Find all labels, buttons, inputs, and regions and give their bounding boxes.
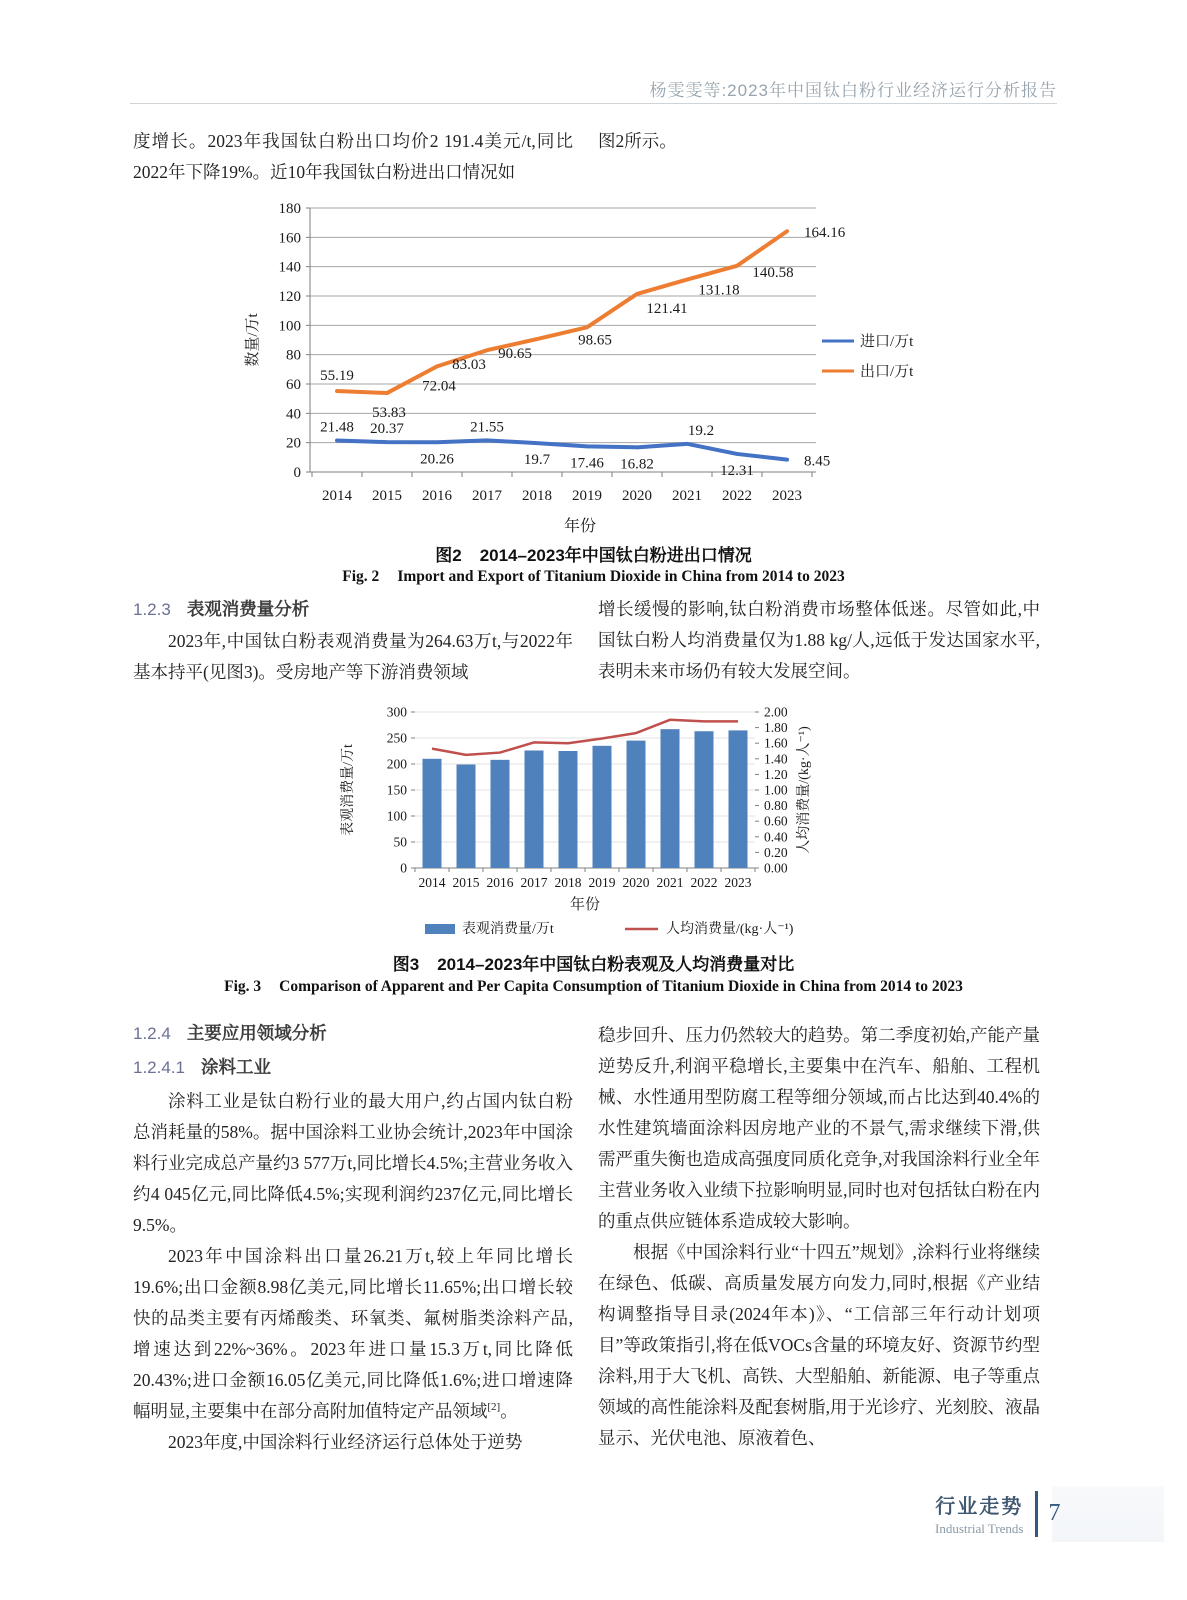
- figure2-label-en: Fig. 2: [342, 568, 380, 585]
- paragraph: 稳步回升、压力仍然较大的趋势。第二季度初始,产能产量逆势反升,利润平稳增长,主要集中在汽车、船舶、工程机械、水性通用型防腐工程等细分领域,而占比达到40.4%的水性建筑墙面涂料因房地产业的不景气,需求继续下滑,供需严重失衡也造成高强度同质化竞争,对我国涂料行业全年主营业务收入业绩下拉影响明显,同时也对包括钛白粉在内的重点供应链体系造成较大影响。: [598, 1025, 1040, 1231]
- svg-text:2019: 2019: [588, 875, 616, 890]
- svg-text:140.58: 140.58: [752, 264, 794, 281]
- consumption-paragraph-right: [598, 594, 1040, 687]
- svg-text:数量/万t: 数量/万t: [245, 313, 261, 367]
- svg-text:2021: 2021: [656, 875, 684, 890]
- svg-text:160: 160: [278, 230, 301, 247]
- svg-text:2016: 2016: [422, 488, 452, 504]
- svg-text:55.19: 55.19: [320, 368, 354, 385]
- footer-label-zh: 行业走势: [935, 1496, 1024, 1518]
- paragraph: 涂料工业是钛白粉行业的最大用户,约占国内钛白粉总消耗量的58%。据中国涂料工业协会统计,2023年中国涂料行业完成总产量约3 577万t,同比增长4.5%;主营业务收入约4 045亿元,同比降低4.5%;实现利润约237亿元,同比增长9.5%。: [133, 1091, 573, 1235]
- figure2-caption-zh-text: 2014–2023年中国钛白粉进出口情况: [479, 546, 752, 565]
- svg-text:1.40: 1.40: [764, 751, 788, 767]
- figure3-label-en: Fig. 3: [224, 978, 262, 995]
- svg-text:0: 0: [293, 465, 301, 481]
- paragraph: 根据《中国涂料行业“十四五”规划》,涂料行业将继续在绿色、低碳、高质量发展方向发力,同时,根据《产业结构调整指导目录(2024年本)》、“工信部三年行动计划项目”等政策指引,将在低VOCs含量的环境友好、资源节约型涂料,用于大飞机、高铁、大型船舶、新能源、电子等重点领域的高性能涂料及配套树脂,用于光诊疗、光刻胶、液晶显示、光伏电池、原液着色、: [598, 1242, 1040, 1448]
- paragraph: [133, 1241, 573, 1427]
- svg-text:250: 250: [386, 730, 407, 746]
- svg-text:120: 120: [278, 289, 301, 305]
- paragraph: 增长缓慢的影响,钛白粉消费市场整体低迷。尽管如此,中国钛白粉人均消费量仅为1.88 kg/人,远低于发达国家水平,表明未来市场仍有较大发展空间。: [598, 599, 1040, 681]
- svg-text:2022: 2022: [722, 488, 752, 504]
- svg-text:98.65: 98.65: [578, 332, 612, 349]
- figure3-caption-en-text: Comparison of Apparent and Per Capita Consumption of Titanium Dioxide in China from 2014 to 2023: [279, 978, 963, 995]
- svg-text:50: 50: [393, 834, 407, 850]
- svg-text:100: 100: [386, 808, 407, 824]
- figure2-caption-zh: [0, 541, 1187, 566]
- svg-text:2015: 2015: [452, 875, 480, 890]
- paragraph: 2023年,中国钛白粉表观消费量为264.63万t,与2022年基本持平(见图3)。受房地产等下游消费领域: [133, 631, 573, 682]
- section-number: 1.2.4.1: [133, 1058, 185, 1077]
- svg-text:2021: 2021: [672, 488, 702, 504]
- svg-text:2020: 2020: [622, 875, 650, 890]
- reference-marker: [2]: [487, 1401, 501, 1414]
- svg-text:0.00: 0.00: [764, 860, 788, 876]
- svg-text:20.37: 20.37: [370, 421, 404, 438]
- footer-texts: [935, 1490, 1023, 1537]
- section-title: 表观消费量分析: [186, 599, 310, 619]
- footer-decoration: [1052, 1486, 1164, 1542]
- paragraph: 2023年度,中国涂料行业经济运行总体处于逆势: [168, 1432, 523, 1452]
- svg-text:2018: 2018: [522, 488, 552, 504]
- section-title: 涂料工业: [201, 1057, 271, 1077]
- svg-text:2014: 2014: [418, 875, 446, 890]
- section-number: 1.2.3: [133, 600, 171, 619]
- figure3-caption-zh: [0, 950, 1187, 975]
- body-column-right: [598, 1020, 1040, 1454]
- paragraph: 图2所示。: [598, 131, 677, 151]
- footer: [935, 1490, 1060, 1537]
- svg-text:60: 60: [286, 377, 301, 393]
- svg-text:20: 20: [286, 435, 301, 452]
- figure3-label-zh: 图3: [392, 955, 420, 974]
- svg-text:180: 180: [278, 201, 301, 217]
- svg-text:表观消费量/万t: 表观消费量/万t: [462, 922, 554, 937]
- svg-text:2023: 2023: [772, 488, 802, 504]
- running-title: 杨雯雯等:2023年中国钛白粉行业经济运行分析报告: [649, 81, 1057, 100]
- svg-text:1.60: 1.60: [764, 735, 788, 751]
- svg-text:140: 140: [278, 259, 301, 276]
- svg-text:19.2: 19.2: [687, 422, 715, 439]
- section-heading-1-2-4: [133, 1020, 327, 1045]
- svg-text:2019: 2019: [572, 488, 602, 504]
- figure3-caption-en: [0, 978, 1187, 996]
- intro-paragraph-left: [133, 126, 573, 188]
- svg-text:21.55: 21.55: [470, 419, 504, 436]
- svg-text:年份: 年份: [563, 518, 597, 535]
- svg-text:2022: 2022: [690, 875, 718, 890]
- footer-page-number: 7: [1048, 1500, 1061, 1526]
- figure3-bar-line-chart: [330, 700, 875, 950]
- svg-text:0.20: 0.20: [764, 844, 788, 860]
- footer-label-en: Industrial Trends: [935, 1521, 1024, 1536]
- footer-divider: [1035, 1491, 1038, 1537]
- figure2-caption-en-text: Import and Export of Titanium Dioxide in China from 2014 to 2023: [397, 568, 845, 585]
- svg-text:1.00: 1.00: [764, 782, 788, 798]
- figure2-label-zh: 图2: [435, 546, 462, 565]
- svg-text:200: 200: [386, 756, 407, 772]
- svg-text:2023: 2023: [724, 875, 752, 890]
- svg-text:21.48: 21.48: [320, 419, 354, 436]
- svg-text:17.46: 17.46: [570, 455, 604, 472]
- paragraph: 度增长。2023年我国钛白粉出口均价2 191.4美元/t,同比2022年下降19%。近10年我国钛白粉进出口情况如: [133, 131, 573, 182]
- svg-text:表观消费量/万t: 表观消费量/万t: [341, 744, 356, 836]
- figure2-line-chart: [240, 195, 930, 540]
- svg-text:2016: 2016: [486, 875, 514, 890]
- svg-text:300: 300: [386, 704, 407, 720]
- figure2-caption-en: [0, 568, 1187, 586]
- svg-text:0.60: 0.60: [764, 813, 788, 829]
- svg-text:人均消费量/(kg·人⁻¹): 人均消费量/(kg·人⁻¹): [797, 726, 812, 854]
- section-number: 1.2.4: [133, 1024, 171, 1043]
- svg-text:12.31: 12.31: [720, 462, 754, 479]
- svg-text:2015: 2015: [372, 488, 402, 504]
- svg-text:2018: 2018: [554, 875, 582, 890]
- body-column-left: [133, 1086, 573, 1458]
- svg-text:年份: 年份: [569, 897, 601, 913]
- svg-text:131.18: 131.18: [698, 282, 740, 299]
- paragraph-text: 2023年中国涂料出口量26.21万t,较上年同比增长19.6%;出口金额8.98亿美元,同比增长11.65%;出口增长较快的品类主要有丙烯酸类、环氧类、氟树脂类涂料产品,增速达到22%~36%。2023年进口量15.3万t,同比降低20.43%;进口金额16.05亿美元,同比降低1.6%;进口增速降幅明显,主要集中在部分高附加值特定产品领域: [133, 1246, 573, 1421]
- svg-text:2014: 2014: [322, 488, 352, 504]
- intro-paragraph-right: [598, 126, 1040, 157]
- svg-text:80: 80: [286, 347, 301, 364]
- svg-text:72.04: 72.04: [422, 378, 456, 395]
- svg-text:2020: 2020: [622, 488, 652, 504]
- svg-text:100: 100: [278, 318, 301, 335]
- svg-text:2017: 2017: [472, 488, 502, 504]
- svg-text:0.40: 0.40: [764, 829, 788, 845]
- section-heading-1-2-4-1: [133, 1054, 271, 1079]
- svg-text:2.00: 2.00: [764, 704, 788, 720]
- svg-text:人均消费量/(kg·人⁻¹): 人均消费量/(kg·人⁻¹): [666, 922, 794, 937]
- svg-text:0: 0: [400, 860, 407, 876]
- svg-text:2017: 2017: [520, 875, 548, 890]
- svg-text:90.65: 90.65: [498, 346, 532, 363]
- svg-text:53.83: 53.83: [372, 405, 406, 422]
- figure3-caption-zh-text: 2014–2023年中国钛白粉表观及人均消费量对比: [437, 955, 795, 974]
- svg-text:出口/万t: 出口/万t: [860, 364, 914, 380]
- paragraph-text: 。: [500, 1401, 518, 1421]
- svg-text:进口/万t: 进口/万t: [860, 334, 914, 350]
- svg-text:19.7: 19.7: [523, 452, 551, 469]
- svg-text:16.82: 16.82: [620, 456, 654, 473]
- svg-text:0.80: 0.80: [764, 798, 788, 814]
- header-rule: [130, 103, 1057, 104]
- section-heading-1-2-3: [133, 596, 309, 621]
- svg-text:8.45: 8.45: [804, 453, 831, 470]
- svg-text:20.26: 20.26: [420, 451, 454, 468]
- svg-text:121.41: 121.41: [646, 300, 688, 317]
- consumption-paragraph-left: [133, 626, 573, 688]
- svg-text:40: 40: [286, 406, 301, 423]
- svg-text:150: 150: [386, 782, 407, 798]
- svg-text:1.20: 1.20: [764, 766, 788, 782]
- svg-text:164.16: 164.16: [804, 225, 846, 242]
- svg-text:1.80: 1.80: [764, 720, 788, 736]
- section-title: 主要应用领域分析: [186, 1023, 327, 1043]
- svg-text:83.03: 83.03: [452, 357, 486, 374]
